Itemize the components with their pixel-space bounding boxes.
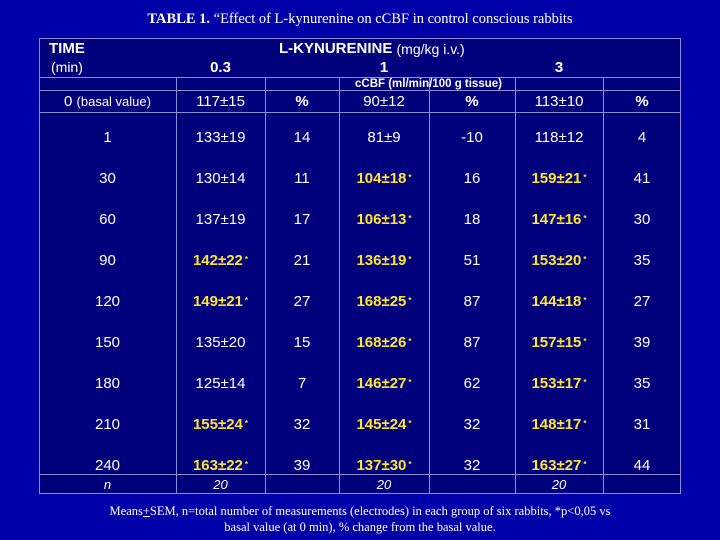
cbf-value-cell xyxy=(515,242,603,278)
percent-change: 31 xyxy=(633,415,651,433)
footnote-pm: + xyxy=(142,504,150,518)
header-row-1 xyxy=(39,39,681,58)
n-value: 20 xyxy=(551,476,567,492)
percent-change: 11 xyxy=(294,169,310,187)
cbf-value-cell xyxy=(176,406,265,442)
percent-change-cell xyxy=(429,160,515,196)
table-row xyxy=(39,365,681,401)
cbf-value-cell xyxy=(515,324,603,360)
percent-change: 41 xyxy=(633,169,651,187)
cbf-value-cell xyxy=(339,160,429,196)
percent-change-cell xyxy=(429,119,515,155)
basal-value: 113±10 xyxy=(534,92,584,110)
cbf-value-cell xyxy=(176,160,265,196)
percent-change: 27 xyxy=(633,292,651,310)
cbf-value-cell xyxy=(515,160,603,196)
dose-header: 0.3 xyxy=(210,58,231,76)
percent-change-cell xyxy=(603,160,681,196)
cbf-value-cell xyxy=(176,242,265,278)
cbf-value: 142±22 xyxy=(192,251,243,269)
cbf-value-cell xyxy=(339,201,429,237)
cbf-value: 153±17 xyxy=(531,374,582,392)
percent-change: 44 xyxy=(633,456,651,474)
cbf-value-cell xyxy=(176,365,265,401)
percent-change: 39 xyxy=(633,333,651,351)
cbf-value: 168±25 xyxy=(356,292,407,310)
percent-change: 21 xyxy=(293,251,311,269)
cbf-value-cell xyxy=(515,365,603,401)
percent-change-cell xyxy=(265,365,339,401)
percent-change: -10 xyxy=(461,128,483,146)
significance-marker: * xyxy=(408,378,412,387)
percent-change: 18 xyxy=(463,210,481,228)
dose-header: 3 xyxy=(554,58,564,76)
cbf-value-cell xyxy=(515,406,603,442)
cbf-value: 137±19 xyxy=(195,210,246,228)
table-bottom-rule xyxy=(39,493,681,494)
percent-change-cell xyxy=(603,201,681,237)
table-row xyxy=(39,160,681,196)
cbf-value: 159±21 xyxy=(531,169,582,187)
percent-change: 30 xyxy=(633,210,651,228)
table-row xyxy=(39,406,681,442)
percent-change-cell xyxy=(429,242,515,278)
time-unit: (min) xyxy=(51,59,83,75)
time-cell: 210 xyxy=(94,415,121,433)
time-cell: 60 xyxy=(99,210,116,228)
basal-value: 117±15 xyxy=(196,92,245,110)
significance-marker: * xyxy=(583,337,587,346)
n-value: 20 xyxy=(376,476,392,492)
significance-marker: * xyxy=(583,296,587,305)
table-row xyxy=(39,201,681,237)
percent-change: 14 xyxy=(293,128,311,146)
footnote-rest: SEM, n=total number of measurements (electrodes) in each group of six rabbits, *p<0,05 vs xyxy=(149,504,611,518)
percent-change: 35 xyxy=(633,251,651,269)
percent-change: 32 xyxy=(463,415,481,433)
percent-change: 4 xyxy=(637,128,647,146)
cbf-value: 155±24 xyxy=(192,415,243,433)
cbf-value: 144±18 xyxy=(531,292,582,310)
dose-header: 1 xyxy=(379,58,389,76)
cbf-value-cell xyxy=(176,283,265,319)
measure-header-row xyxy=(39,78,681,90)
significance-marker: * xyxy=(583,173,587,182)
footnote-line-2: basal value (at 0 min), % change from the basal value. xyxy=(224,520,496,534)
percent-change: 87 xyxy=(463,292,481,310)
time-cell: 1 xyxy=(103,128,112,146)
significance-marker: * xyxy=(244,255,249,264)
significance-marker: * xyxy=(583,378,587,387)
percent-change-cell xyxy=(429,365,515,401)
percent-change-cell xyxy=(429,283,515,319)
cbf-value-cell xyxy=(339,365,429,401)
cbf-value: 81±9 xyxy=(367,128,401,146)
significance-marker: * xyxy=(408,419,412,428)
percent-change-cell xyxy=(603,283,681,319)
percent-change: 35 xyxy=(633,374,651,392)
significance-marker: * xyxy=(244,419,249,428)
cbf-value-cell xyxy=(339,406,429,442)
table-caption xyxy=(0,11,720,28)
table-footnote xyxy=(0,503,720,535)
cbf-value: 145±24 xyxy=(356,415,407,433)
basal-rule xyxy=(39,112,681,113)
basal-time: 0 xyxy=(64,92,73,110)
cbf-value-cell xyxy=(515,283,603,319)
drug-header xyxy=(279,39,465,58)
cbf-value: 125±14 xyxy=(195,374,246,392)
percent-change-cell xyxy=(603,242,681,278)
cbf-value: 135±20 xyxy=(195,333,246,351)
percent-change-cell xyxy=(265,406,339,442)
cbf-value-cell xyxy=(176,201,265,237)
percent-change-cell xyxy=(603,365,681,401)
cbf-value: 163±27 xyxy=(531,456,582,474)
percent-change: 32 xyxy=(293,415,311,433)
time-cell: 90 xyxy=(99,251,116,269)
percent-change: 7 xyxy=(297,374,307,392)
time-cell: 150 xyxy=(94,333,121,351)
percent-change-cell xyxy=(265,160,339,196)
significance-marker: * xyxy=(408,337,412,346)
significance-marker: * xyxy=(408,296,412,305)
footnote-means: Means xyxy=(109,504,143,518)
percent-change-cell xyxy=(265,201,339,237)
percent-change-cell xyxy=(429,406,515,442)
cbf-value-cell xyxy=(176,324,265,360)
table-row xyxy=(39,119,681,155)
n-row xyxy=(39,475,681,493)
percent-change: 62 xyxy=(463,374,481,392)
percent-change-cell xyxy=(265,242,339,278)
cbf-value: 104±18 xyxy=(356,169,407,187)
cbf-value-cell xyxy=(176,119,265,155)
cbf-value-cell xyxy=(339,119,429,155)
percent-change-cell xyxy=(265,324,339,360)
n-label: n xyxy=(103,476,112,492)
cbf-value: 146±27 xyxy=(356,374,407,392)
drug-name: L-KYNURENINE xyxy=(279,40,393,57)
drug-unit: (mg/kg i.v.) xyxy=(396,40,465,57)
percent-change: 27 xyxy=(293,292,311,310)
significance-marker: * xyxy=(408,460,412,469)
cbf-value: 157±15 xyxy=(531,333,582,351)
cbf-value: 148±17 xyxy=(531,415,582,433)
percent-change: 87 xyxy=(463,333,481,351)
percent-change-cell xyxy=(429,324,515,360)
cbf-value: 133±19 xyxy=(195,128,246,146)
cbf-value: 106±13 xyxy=(356,210,407,228)
table-row xyxy=(39,242,681,278)
cbf-value: 163±22 xyxy=(192,456,243,474)
cbf-value: 168±26 xyxy=(356,333,407,351)
cbf-value: 137±30 xyxy=(356,456,407,474)
cbf-value: 153±20 xyxy=(531,251,582,269)
cbf-value-cell xyxy=(339,242,429,278)
percent-change-cell xyxy=(603,119,681,155)
cbf-value: 118±12 xyxy=(534,128,584,146)
significance-marker: * xyxy=(583,419,587,428)
percent-change: 51 xyxy=(463,251,481,269)
cbf-value-cell xyxy=(515,201,603,237)
cbf-value: 136±19 xyxy=(356,251,407,269)
significance-marker: * xyxy=(244,296,249,305)
significance-marker: * xyxy=(408,255,412,264)
significance-marker: * xyxy=(583,214,587,223)
significance-marker: * xyxy=(583,460,587,469)
percent-change: 15 xyxy=(293,333,311,351)
footnote-line-1 xyxy=(0,503,720,519)
percent-change: 16 xyxy=(463,169,481,187)
cbf-value: 149±21 xyxy=(192,292,243,310)
percent-change-cell xyxy=(429,201,515,237)
time-cell: 180 xyxy=(94,374,121,392)
cbf-value-cell xyxy=(339,283,429,319)
percent-change: 39 xyxy=(293,456,311,474)
data-table xyxy=(39,38,681,494)
percent-change-cell xyxy=(603,324,681,360)
percent-change-cell xyxy=(265,283,339,319)
percent-change: 32 xyxy=(463,456,481,474)
percent-change: 17 xyxy=(293,210,311,228)
percent-header: % xyxy=(635,92,649,110)
significance-marker: * xyxy=(408,214,412,223)
basal-time-cell xyxy=(39,90,176,112)
table-row xyxy=(39,283,681,319)
percent-header: % xyxy=(465,92,479,110)
caption-text: “Effect of L-kynurenine on cCBF in control conscious rabbits xyxy=(213,11,573,27)
table-row xyxy=(39,324,681,360)
basal-note: (basal value) xyxy=(76,93,151,109)
percent-change-cell xyxy=(265,119,339,155)
n-value: 20 xyxy=(213,476,228,492)
significance-marker: * xyxy=(408,173,412,182)
significance-marker: * xyxy=(244,460,249,469)
cbf-value-cell xyxy=(515,119,603,155)
cbf-value-cell xyxy=(339,324,429,360)
percent-change-cell xyxy=(603,406,681,442)
cbf-value: 130±14 xyxy=(195,169,246,187)
measure-header: cCBF (ml/min/100 g tissue) xyxy=(355,78,502,90)
time-cell: 30 xyxy=(99,169,116,187)
significance-marker: * xyxy=(583,255,587,264)
percent-header: % xyxy=(295,92,309,110)
cbf-value: 147±16 xyxy=(531,210,582,228)
header-row-2 xyxy=(39,57,681,77)
basal-row xyxy=(39,90,681,112)
time-cell: 240 xyxy=(94,456,121,474)
time-cell: 120 xyxy=(94,292,121,310)
time-header: TIME xyxy=(49,40,85,57)
caption-label: TABLE 1. xyxy=(147,11,211,27)
basal-value: 90±12 xyxy=(363,92,405,110)
